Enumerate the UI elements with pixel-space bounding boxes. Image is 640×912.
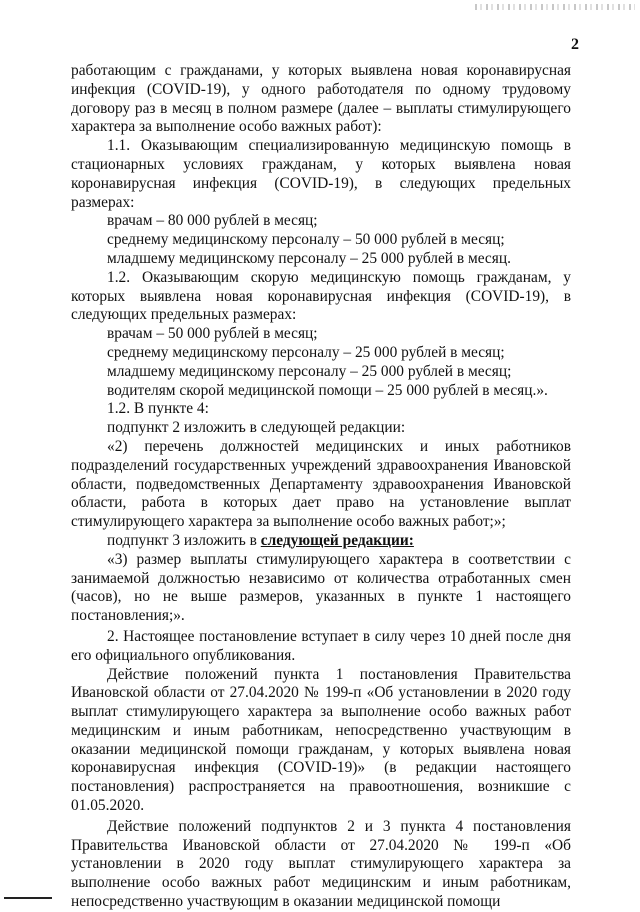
list-item-1-2-middle-staff: среднему медицинскому персоналу – 25 000 рублей в месяц; [107,343,505,361]
paragraph-subitem-2-intro: подпункт 2 изложить в следующей редакции: [107,419,406,437]
paragraph-1-1: 1.1. Оказывающим специализированную медицинскую помощь в стационарных условиях гражданам, у которых выявлена новая коронавирусная инфекция (COVID-19), в следующих предельных размерах: [71,137,571,211]
list-item-1-2-doctors: врачам – 50 000 рублей в месяц; [107,325,318,343]
list-item-1-1-doctors: врачам – 80 000 рублей в месяц; [107,212,318,230]
subitem-3-intro-emphasis: следующей редакции: [260,531,414,549]
paragraph-subitem-3-text: «3) размер выплаты стимулирующего характера в соответствии с занимаемой должностью независимо от количества отработанных смен (часов), но не выше размеров, указанных в пункте 1 настоящего постановления;». [71,550,571,625]
list-item-1-1-junior-staff: младшему медицинскому персоналу – 25 000 рублей в месяц. [107,249,511,267]
paragraph-intro: работающим с гражданами, у которых выявлена новая коронавирусная инфекция (COVID-19), у одного работодателя по одному трудовому договору раз в месяц в полном размере (далее – выплаты стимулирующего характера за выполнение особо важных работ): [71,62,571,136]
list-item-1-2-drivers: водителям скорой медицинской помощи – 25 000 рублей в месяц.». [107,381,548,399]
list-item-1-2-junior-staff: младшему медицинскому персоналу – 25 000 рублей в месяц; [107,362,512,380]
paragraph-subitem-2-text: «2) перечень должностей медицинских и иных работников подразделений государственных учреждений здравоохранения Ивановской области, подведомственных Департаменту здравоохранения Ивановской области, работа в которых дает право на установление выплат стимулирующего характера за выполнение особо важных работ;»; [71,437,571,531]
subitem-3-intro-text: подпункт 3 изложить в [107,531,261,549]
paragraph-subitem-3-intro [71,532,571,551]
footer-rule [4,897,52,899]
paragraph-action-2: Действие положений подпунктов 2 и 3 пункта 4 постановления Правительства Ивановской области от 27.04.2020 № 199-п «Об установлении в 2020 году выплат стимулирующего характера за выполнение особо важных работ медицинским и иным работникам, непосредственно участвующим в оказании медицинской помощи [71,817,571,911]
paragraph-item-4: 1.2. В пункте 4: [107,400,209,418]
list-item-1-1-middle-staff: среднему медицинскому персоналу – 50 000 рублей в месяц; [107,231,505,249]
paragraph-2: 2. Настоящее постановление вступает в силу через 10 дней после дня его официального опубликования. [71,627,571,664]
scan-header-artifact [475,4,635,10]
document-body [71,62,571,912]
paragraph-action-1: Действие положений пункта 1 постановления Правительства Ивановской области от 27.04.2020 № 199-п «Об установлении в 2020 году выплат стимулирующего характера за выполнение особо важных работ медицинским и иным работникам, непосредственно участвующим в оказании медицинской помощи гражданам, у которых выявлена новая коронавирусная инфекция (COVID-19)» (в редакции настоящего постановления) распространяется на правоотношения, возникшие с 01.05.2020. [71,665,571,815]
paragraph-1-2: 1.2. Оказывающим скорую медицинскую помощь гражданам, у которых выявлена новая коронавирусная инфекция (COVID-19), в следующих предельных размерах: [71,268,571,324]
page-number: 2 [571,36,579,53]
